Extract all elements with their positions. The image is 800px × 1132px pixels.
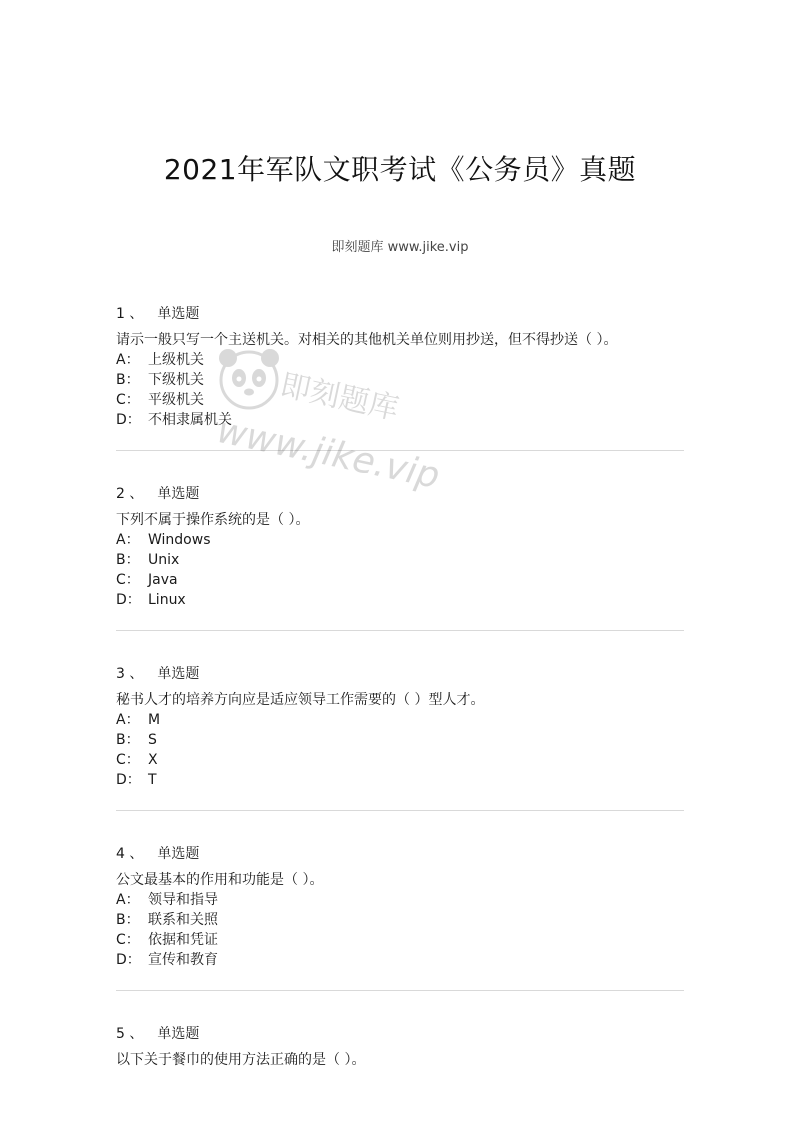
question-header — [116, 304, 684, 324]
option-a — [116, 530, 684, 550]
document-title: 2021年军队文职考试《公务员》真题 — [163, 153, 637, 186]
option-letter: D： — [116, 772, 141, 788]
question-divider — [116, 450, 684, 451]
option-text: 上级机关 — [148, 352, 204, 368]
question-type: 单选题 — [157, 846, 200, 862]
option-text: 下级机关 — [148, 372, 204, 388]
option-text: Linux — [148, 592, 186, 608]
question-stem: 以下关于餐巾的使用方法正确的是（ ）。 — [116, 1052, 366, 1068]
question-header — [116, 484, 684, 504]
option-b — [116, 910, 684, 930]
question-divider — [116, 630, 684, 631]
question-number: 1 、 — [116, 306, 144, 322]
question-number: 5 、 — [116, 1026, 144, 1042]
question-divider — [116, 810, 684, 811]
question-header — [116, 844, 684, 864]
option-letter: A： — [116, 712, 140, 728]
question-2 — [116, 484, 684, 610]
option-text: M — [148, 712, 161, 728]
watermark-brand: 即刻题库 — [277, 367, 402, 428]
question-type: 单选题 — [157, 1026, 200, 1042]
question-1 — [116, 304, 684, 430]
option-d — [116, 410, 684, 430]
option-c — [116, 570, 684, 590]
question-3 — [116, 664, 684, 790]
option-letter: D： — [116, 592, 141, 608]
option-letter: C： — [116, 572, 140, 588]
option-b — [116, 550, 684, 570]
question-divider — [116, 990, 684, 991]
question-5 — [116, 1024, 684, 1070]
option-b — [116, 370, 684, 390]
option-a — [116, 890, 684, 910]
option-text: 依据和凭证 — [148, 932, 218, 948]
question-header — [116, 664, 684, 684]
option-d — [116, 590, 684, 610]
question-type: 单选题 — [157, 666, 200, 682]
option-letter: C： — [116, 752, 140, 768]
option-text: 不相隶属机关 — [148, 412, 232, 428]
option-letter: A： — [116, 352, 140, 368]
option-a — [116, 710, 684, 730]
option-letter: D： — [116, 952, 141, 968]
question-4 — [116, 844, 684, 970]
question-type: 单选题 — [157, 306, 200, 322]
watermark-url: www.jike.vip — [213, 410, 444, 498]
option-text: 宣传和教育 — [148, 952, 218, 968]
option-letter: B： — [116, 552, 140, 568]
question-stem: 请示一般只写一个主送机关。对相关的其他机关单位则用抄送，但不得抄送（ ）。 — [116, 332, 618, 348]
option-c — [116, 390, 684, 410]
document-subtitle: 即刻题库 www.jike.vip — [331, 240, 469, 255]
option-text: 平级机关 — [148, 392, 204, 408]
option-c — [116, 930, 684, 950]
option-text: S — [148, 732, 157, 748]
option-letter: B： — [116, 732, 140, 748]
question-stem: 公文最基本的作用和功能是（ ）。 — [116, 872, 324, 888]
option-letter: C： — [116, 932, 140, 948]
question-number: 3 、 — [116, 666, 144, 682]
option-text: T — [148, 772, 157, 788]
question-stem: 秘书人才的培养方向应是适应领导工作需要的（ ）型人才。 — [116, 692, 485, 708]
option-letter: C： — [116, 392, 140, 408]
option-letter: A： — [116, 532, 140, 548]
option-b — [116, 730, 684, 750]
option-text: Unix — [148, 552, 180, 568]
option-text: X — [148, 752, 158, 768]
question-type: 单选题 — [157, 486, 200, 502]
question-stem: 下列不属于操作系统的是（ ）。 — [116, 512, 310, 528]
option-text: Java — [148, 572, 178, 588]
question-number: 4 、 — [116, 846, 144, 862]
option-text: Windows — [148, 532, 211, 548]
question-header — [116, 1024, 684, 1044]
option-letter: B： — [116, 372, 140, 388]
option-letter: B： — [116, 912, 140, 928]
option-c — [116, 750, 684, 770]
option-d — [116, 770, 684, 790]
option-text: 联系和关照 — [148, 912, 218, 928]
option-a — [116, 350, 684, 370]
option-text: 领导和指导 — [148, 892, 218, 908]
option-letter: A： — [116, 892, 140, 908]
option-d — [116, 950, 684, 970]
option-letter: D： — [116, 412, 141, 428]
question-number: 2 、 — [116, 486, 144, 502]
